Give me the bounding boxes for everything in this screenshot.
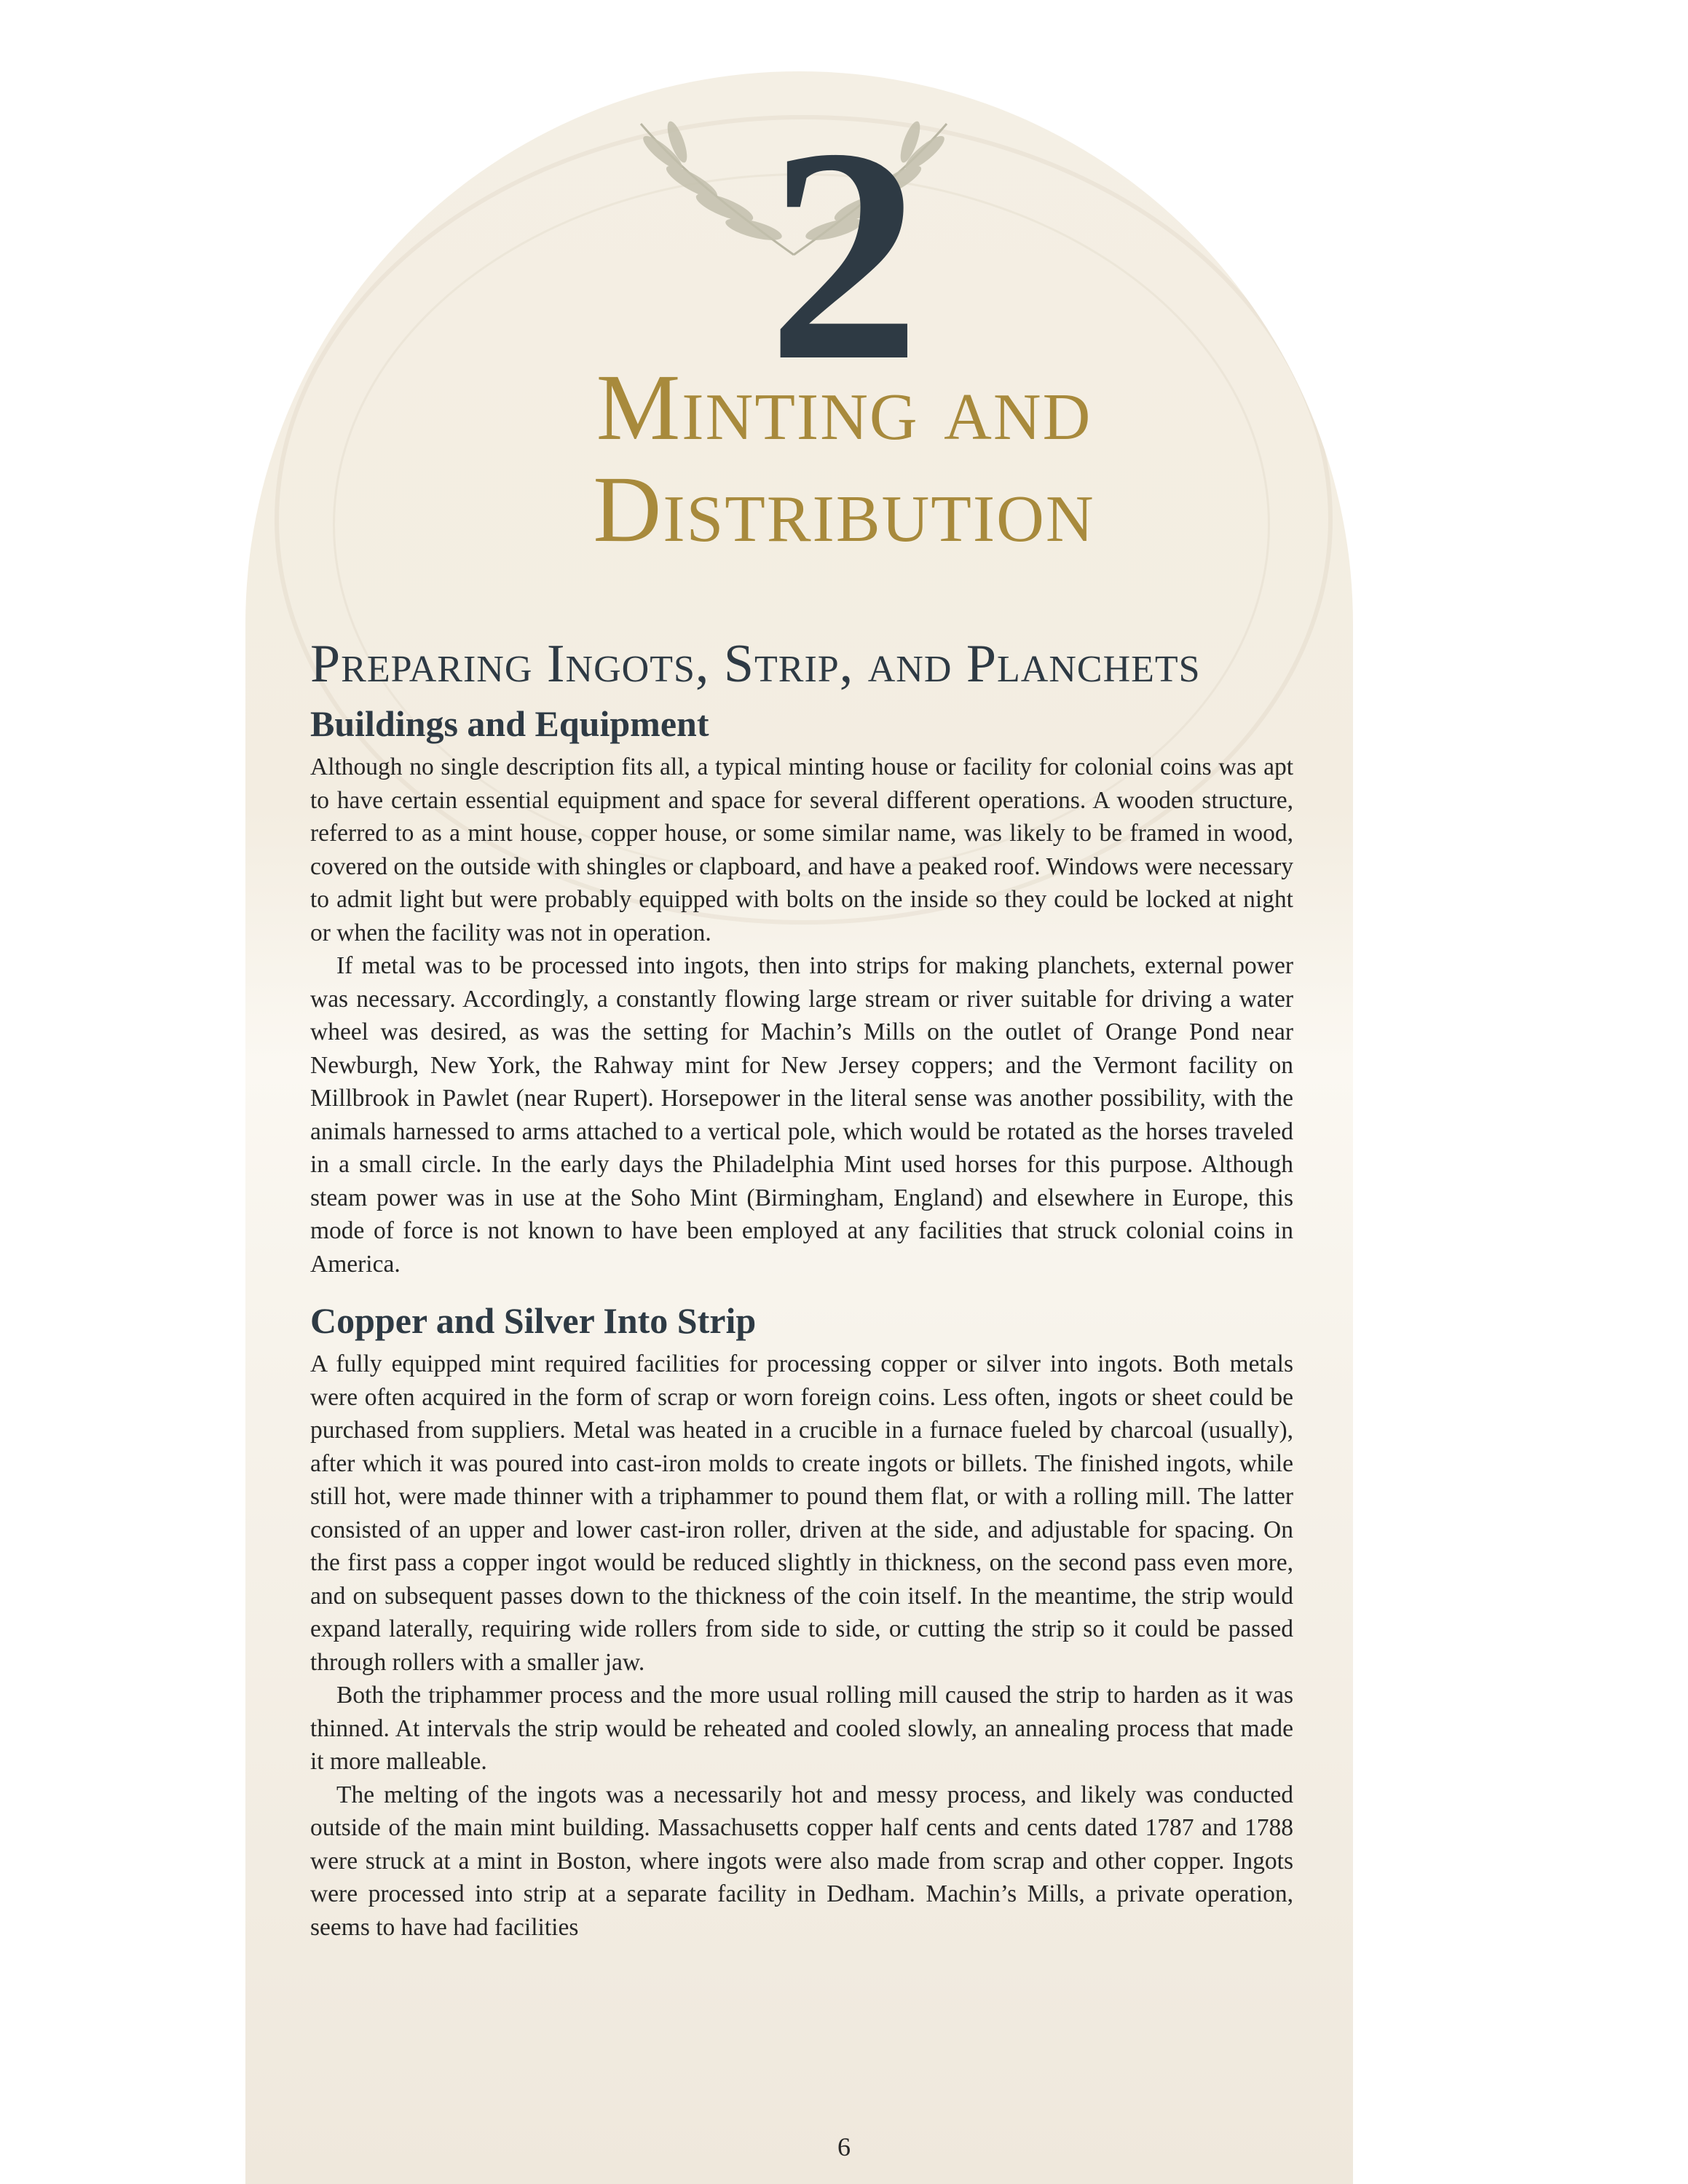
body-paragraph: The melting of the ingots was a necessarily hot and messy process, and likely was conducted outside of the main mint building. Massachusetts copper half cents and cents dated 1787 and 1788 were struck at a mint in Boston, where ingots were also made from scrap and other copper. Ingots were processed into strip at a separate facility in Dedham. Machin’s Mills, a private operation, seems to have had facilities <box>310 1781 1293 1941</box>
body-paragraph: Although no single description fits all, a typical minting house or facility for colonial coins was apt to have certain essential equipment and space for several different operations. A wooden structure, referred to as a mint house, copper house, or some similar name, was likely to be framed in wood, covered on the outside with shingles or clapboard, and have a peaked roof. Windows were necessary to admit light but were probably equipped with bolts on the inside so they could be locked at night or when the facility was not in operation. <box>310 753 1293 946</box>
subsection-heading: Buildings and Equipment <box>310 703 709 744</box>
chapter-title-line-1: Minting and <box>596 355 1092 460</box>
body-paragraph: A fully equipped mint required facilities for processing copper or silver into ingots. Both metals were often acquired in the form of scrap or worn foreign coins. Less often, ingots or sheet could be purchased from suppliers. Metal was heated in a crucible in a furnace fueled by charcoal (usually), after which it was poured into cast-iron molds to create ingots or billets. The finished ingots, while still hot, were made thinner with a triphammer to pound them flat, or with a rolling mill. The latter consisted of an upper and lower cast-iron roller, driven at the side, and adjustable for spacing. On the first pass a copper ingot would be reduced slightly in thickness, on the second pass even more, and on subsequent passes down to the thickness of the coin itself. In the meantime, the strip would expand laterally, requiring wide rollers from side to side, or cutting the strip so it could be passed through rollers with a smaller jaw. <box>310 1350 1293 1676</box>
chapter-title <box>0 357 1688 561</box>
body-paragraph: If metal was to be processed into ingots, then into strips for making planchets, external power was necessary. Accordingly, a constantly flowing large stream or river suitable for driving a water wheel was desired, as was the setting for Machin’s Mills on the outlet of Orange Pond near Newburgh, New York, the Rahway mint for New Jersey coppers; and the Vermont facility on Millbrook in Pawlet (near Rupert). Horsepower in the literal sense was another possibility, with the animals harnessed to arms attached to a vertical pole, which would be rotated as the horses traveled in a small circle. In the early days the Philadelphia Mint used horses for this purpose. Although steam power was in use at the Soho Mint (Birmingham, England) and elsewhere in Europe, this mode of force is not known to have been employed at any facilities that struck colonial coins in America. <box>310 952 1293 1278</box>
section-heading: Preparing Ingots, Strip, and Planchets <box>310 634 1201 694</box>
body-paragraph: Both the triphammer process and the more usual rolling mill caused the strip to harden as it was thinned. At intervals the strip would be reheated and cooled slowly, an annealing process that made it more malleable. <box>310 1682 1293 1775</box>
page-number: 6 <box>837 2132 851 2161</box>
subsection-heading: Copper and Silver Into Strip <box>310 1300 757 1341</box>
chapter-number: 2 <box>768 85 920 424</box>
chapter-title-line-2: Distribution <box>593 457 1095 562</box>
chapter-content <box>310 633 1293 1944</box>
